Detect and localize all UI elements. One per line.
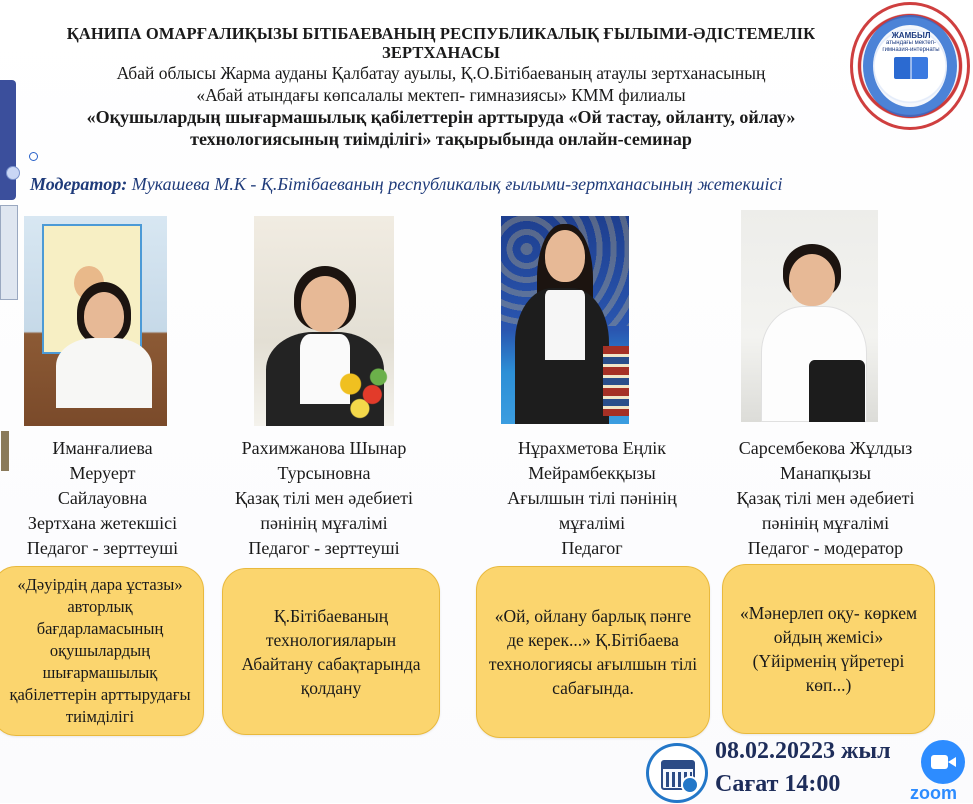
speaker-info-1 (10, 436, 195, 561)
speaker-3-topic-bubble (476, 566, 710, 738)
speaker-photo-4 (741, 210, 878, 422)
speaker-1-line-4: Зертхана жетекшісі (27, 513, 178, 533)
speaker-4-line-2: Манапқызы (779, 463, 872, 483)
speaker-3-line-3: Ағылшын тілі пәнінің (507, 488, 677, 508)
header (16, 24, 866, 150)
school-emblem-icon (850, 2, 970, 130)
calendar-clock-icon (646, 743, 708, 803)
book-icon (894, 57, 928, 79)
speaker-1-line-5: Педагог - зерттеуші (26, 538, 179, 558)
seminar-topic-line-1: «Оқушылардың шығармашылық қабілеттерін арттыруда «Ой тастау, ойланту, ойлау» (86, 107, 796, 127)
zoom-camera-icon (921, 740, 965, 784)
speaker-2-line-1: Рахимжанова Шынар (241, 438, 407, 458)
speaker-4-topic: «Мәнерлеп оқу- көркем ойдың жемісі» (Үйірменің үйретері көп...) (739, 603, 918, 695)
location-line: Абай облысы Жарма ауданы Қалбатау ауылы, Қ.О.Бітібаеваның атаулы зертханасының (116, 63, 766, 83)
speaker-3-topic: «Ой, ойлану барлық пәнге де керек...» Қ.Бітібаева технологиясы ағылшын тілі сабағында. (488, 606, 698, 698)
lab-title: ҚАНИПА ОМАРҒАЛИҚЫЗЫ БІТІБАЕВАНЫҢ РЕСПУБЛИКАЛЫҚ ҒЫЛЫМИ-ӘДІСТЕМЕЛІК ЗЕРТХАНАСЫ (66, 24, 816, 62)
speaker-photo-2 (254, 216, 394, 426)
logo-title: ЖАМБЫЛ (891, 31, 931, 40)
speaker-1-line-1: Иманғалиева (52, 438, 153, 458)
moderator-text: Мукашева М.К - Қ.Бітібаеваның республикалық ғылыми-зертханасының жетекшісі (127, 174, 783, 194)
speaker-2-topic-bubble (222, 568, 440, 735)
speaker-2-topic: Қ.Бітібаеваның технологияларын Абайтану сабақтарында қолдану (241, 605, 421, 698)
speaker-2-line-2: Турсыновна (277, 463, 371, 483)
speaker-1-line-3: Сайлауовна (57, 488, 148, 508)
speaker-1-line-2: Меруерт (69, 463, 136, 483)
speaker-4-line-4: пәнінің мұғалімі (761, 513, 890, 533)
bullet-icon (29, 152, 38, 161)
speaker-photo-3 (501, 216, 629, 424)
moderator-label: Модератор: (30, 174, 128, 194)
speaker-4-line-5: Педагог - модератор (747, 538, 904, 558)
speaker-2-line-3: Қазақ тілі мен әдебиеті (235, 488, 413, 508)
speaker-info-3 (476, 436, 708, 561)
speaker-3-line-2: Мейрамбекқызы (528, 463, 656, 483)
flowers-image (332, 356, 394, 426)
school-line: «Абай атындағы көпсалалы мектеп- гимназиясы» КММ филиалы (196, 85, 686, 105)
moderator-line (30, 174, 783, 195)
speaker-2-line-5: Педагог - зерттеуші (248, 538, 400, 558)
speaker-3-line-4: мұғалімі (558, 513, 626, 533)
speaker-3-line-1: Нұрахметова Еңлік (517, 438, 667, 458)
seminar-topic-line-2: технологиясының тиімділігі» тақырыбында онлайн-семинар (190, 129, 692, 149)
speaker-1-topic-bubble (0, 566, 204, 736)
speaker-4-topic-bubble (722, 564, 935, 734)
left-edge-frame (0, 205, 18, 300)
event-date: 08.02.20223 жыл (715, 738, 891, 764)
speaker-3-line-5: Педагог (561, 538, 623, 558)
speaker-info-2 (214, 436, 434, 561)
books-image (603, 346, 629, 416)
left-edge-decoration (0, 80, 16, 200)
speaker-info-4 (718, 436, 933, 561)
speaker-2-line-4: пәнінің мұғалімі (260, 513, 388, 533)
left-edge-dot (6, 166, 20, 180)
zoom-label: zoom (910, 783, 957, 803)
event-time: Сағат 14:00 (715, 771, 841, 797)
logo-subtitle: атындағы мектеп-гимназия-интернаты (882, 40, 940, 53)
speaker-1-topic: «Дәуірдің дара ұстазы» авторлық бағдарламасының оқушылардың шығармашылық қабілеттерін арттырудағы тиімділігі (9, 575, 191, 726)
speaker-4-line-1: Сарсембекова Жұлдыз (738, 438, 913, 458)
speaker-4-line-3: Қазақ тілі мен әдебиеті (736, 488, 915, 508)
speaker-photo-1 (24, 216, 167, 426)
